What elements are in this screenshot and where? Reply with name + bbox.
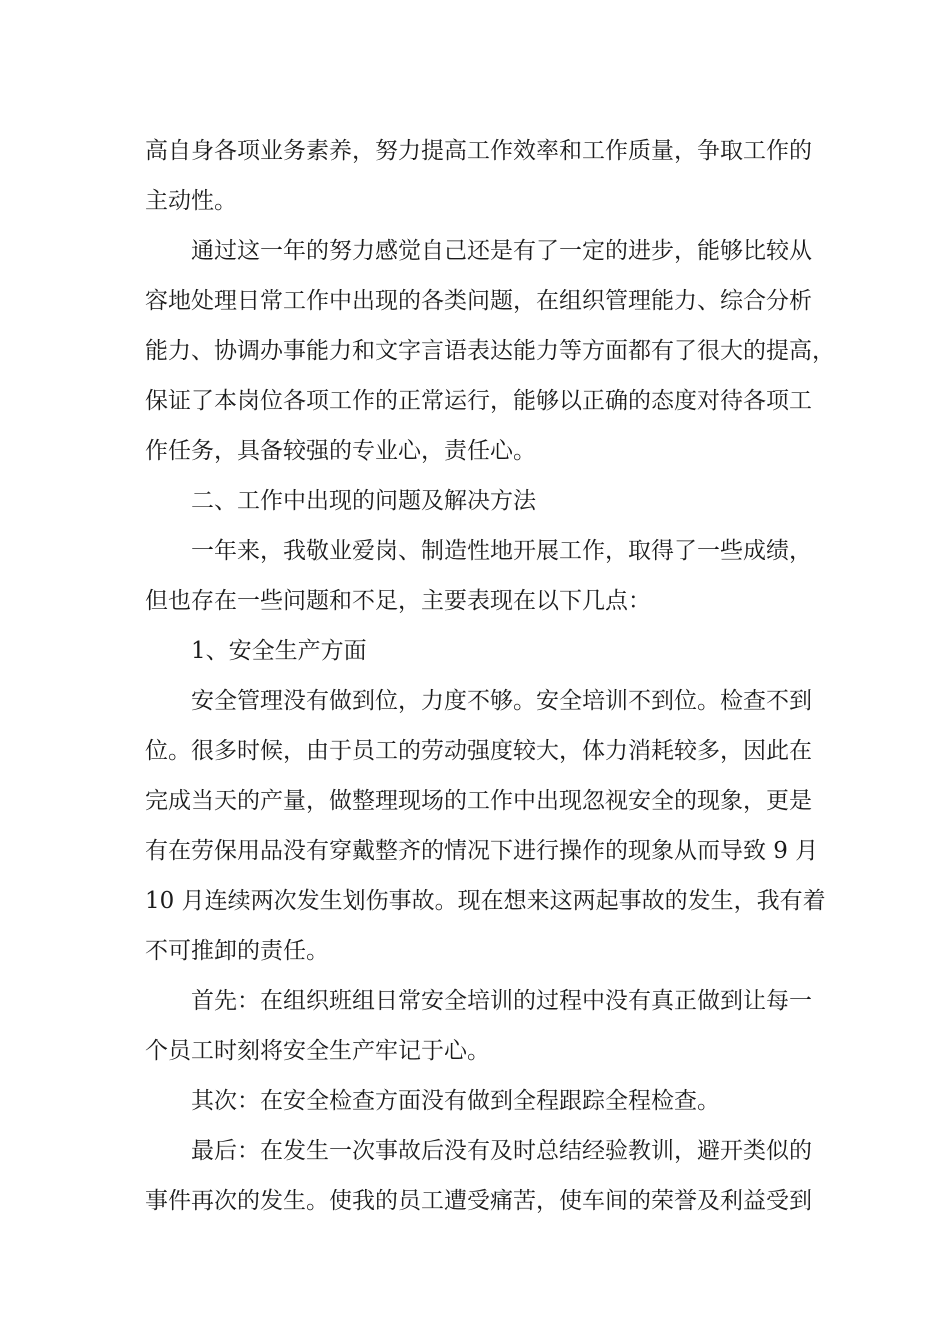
paragraph-line: 保证了本岗位各项工作的正常运行，能够以正确的态度对待各项工 — [145, 388, 812, 414]
paragraph-line: 高自身各项业务素养，努力提高工作效率和工作质量，争取工作的 — [145, 138, 812, 164]
paragraph-line: 10 月连续两次发生划伤事故。现在想来这两起事故的发生，我有着 — [145, 888, 826, 914]
paragraph-line: 位。很多时候，由于员工的劳动强度较大，体力消耗较多，因此在 — [145, 738, 812, 764]
paragraph-line: 首先：在组织班组日常安全培训的过程中没有真正做到让每一 — [191, 988, 812, 1014]
subsection-heading: 1、安全生产方面 — [191, 638, 367, 664]
paragraph-line: 个员工时刻将安全生产牢记于心。 — [145, 1038, 490, 1064]
paragraph-line: 事件再次的发生。使我的员工遭受痛苦，使车间的荣誉及利益受到 — [145, 1188, 812, 1214]
paragraph-line: 但也存在一些问题和不足，主要表现在以下几点： — [145, 588, 651, 614]
paragraph-line: 不可推卸的责任。 — [145, 938, 329, 964]
paragraph-line: 其次：在安全检查方面没有做到全程跟踪全程检查。 — [191, 1088, 720, 1114]
paragraph-line: 完成当天的产量，做整理现场的工作中出现忽视安全的现象，更是 — [145, 788, 812, 814]
paragraph-line: 容地处理日常工作中出现的各类问题，在组织管理能力、综合分析 — [145, 288, 812, 314]
paragraph-line: 通过这一年的努力感觉自己还是有了一定的进步，能够比较从 — [191, 238, 812, 264]
paragraph-line: 能力、协调办事能力和文字言语表达能力等方面都有了很大的提高， — [145, 338, 835, 364]
paragraph-line: 主动性。 — [145, 188, 237, 214]
paragraph-line: 一年来，我敬业爱岗、制造性地开展工作，取得了一些成绩， — [191, 538, 812, 564]
paragraph-line: 有在劳保用品没有穿戴整齐的情况下进行操作的现象从而导致 9 月 — [145, 838, 819, 864]
paragraph-line: 最后：在发生一次事故后没有及时总结经验教训，避开类似的 — [191, 1138, 812, 1164]
section-heading: 二、工作中出现的问题及解决方法 — [191, 488, 536, 514]
paragraph-line: 作任务，具备较强的专业心，责任心。 — [145, 438, 536, 464]
paragraph-line: 安全管理没有做到位，力度不够。安全培训不到位。检查不到 — [191, 688, 812, 714]
